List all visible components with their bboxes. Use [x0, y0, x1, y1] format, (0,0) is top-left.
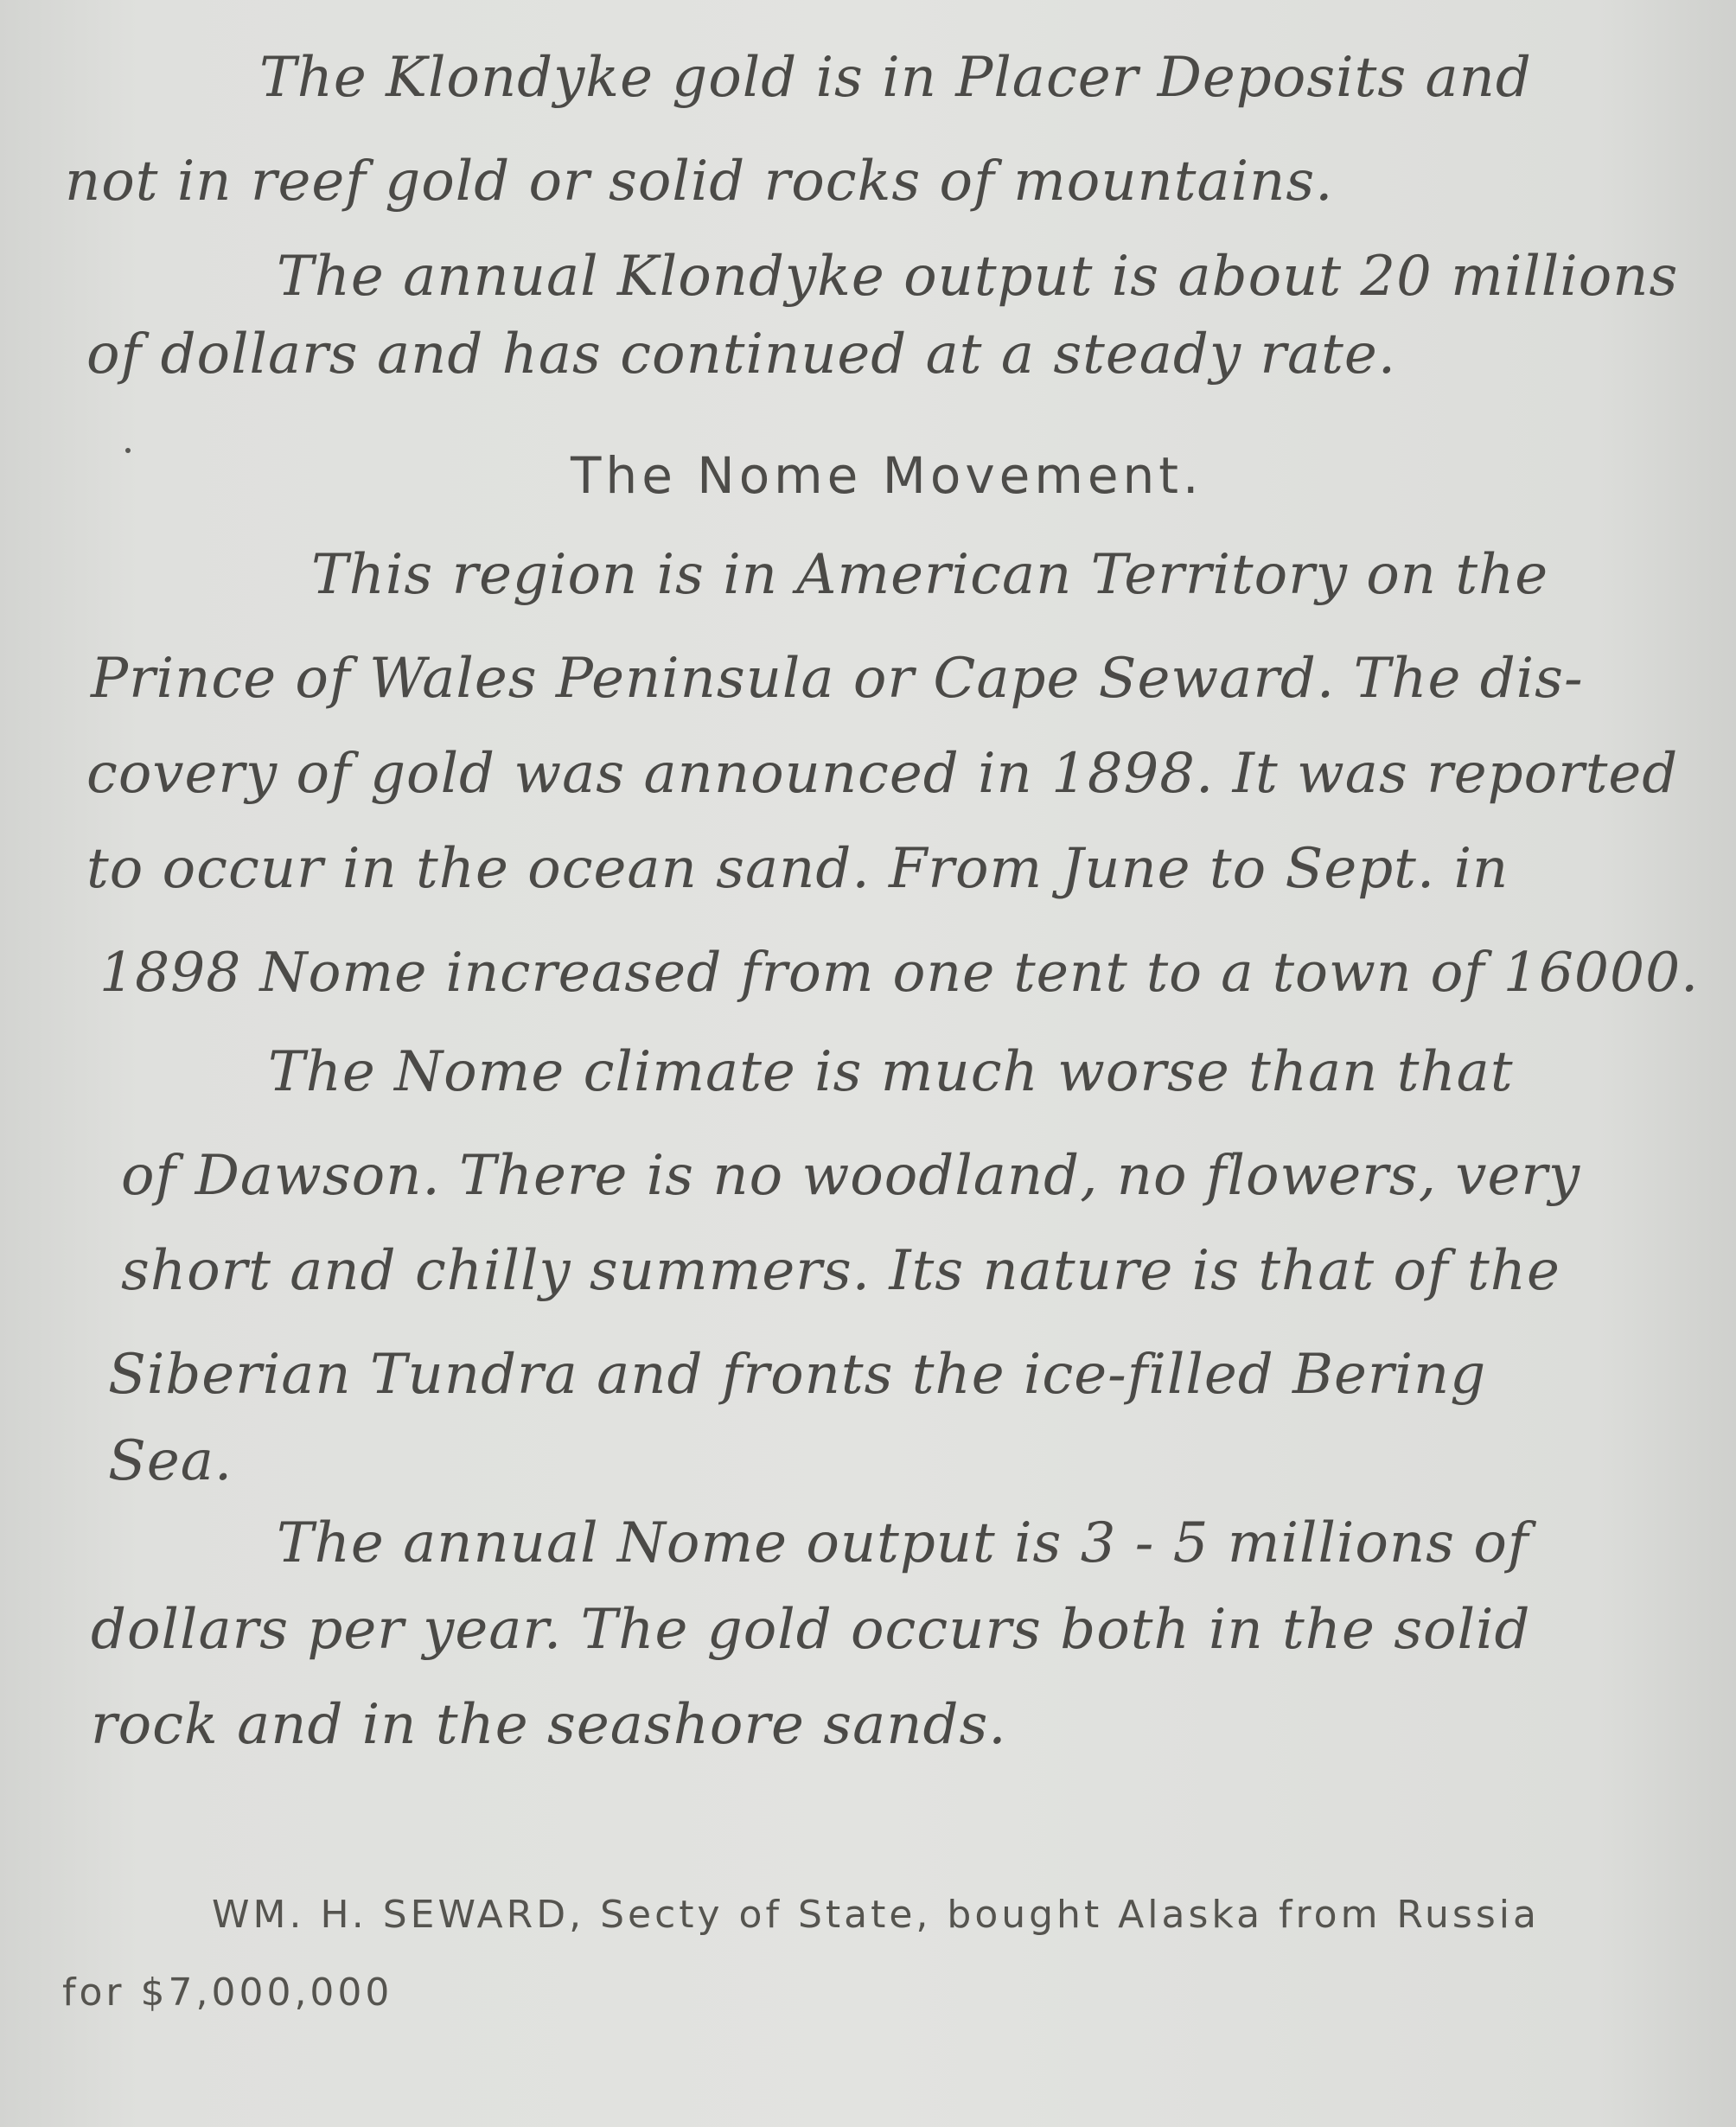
- text-line-15: Sea.: [108, 1429, 233, 1493]
- text-line-8: covery of gold was announced in 1898. It was reported: [86, 742, 1679, 806]
- text-line-17: dollars per year. The gold occurs both in the solid: [91, 1598, 1531, 1662]
- text-line-13: short and chilly summers. Its nature is that of the: [121, 1239, 1560, 1303]
- text-line-12: of Dawson. There is no woodland, no flowers, very: [121, 1144, 1581, 1208]
- text-line-2: not in reef gold or solid rocks of mountains.: [65, 150, 1334, 214]
- text-line-3: The annual Klondyke output is about 20 millions: [277, 245, 1679, 309]
- ink-dot: [125, 448, 131, 453]
- text-line-11: The Nome climate is much worse than that: [268, 1040, 1514, 1104]
- text-line-4: of dollars and has continued at a steady rate.: [86, 323, 1397, 386]
- section-heading-nome-movement: The Nome Movement.: [571, 446, 1203, 505]
- text-line-10: 1898 Nome increased from one tent to a town of 16000.: [99, 941, 1700, 1004]
- text-line-14: Siberian Tundra and fronts the ice-filled Bering: [108, 1343, 1487, 1407]
- text-line-9: to occur in the ocean sand. From June to Sept. in: [86, 837, 1509, 901]
- seward-note-line-2: for $7,000,000: [62, 1971, 393, 2015]
- text-line-6: This region is in American Territory on the: [311, 543, 1549, 607]
- text-line-16: The annual Nome output is 3 - 5 millions of: [277, 1511, 1529, 1575]
- text-line-7: Prince of Wales Peninsula or Cape Seward. The dis-: [91, 647, 1584, 711]
- text-line-18: rock and in the seashore sands.: [91, 1693, 1007, 1757]
- seward-note-line-1: WM. H. SEWARD, Secty of State, bought Alaska from Russia: [212, 1893, 1540, 1937]
- text-line-1: The Klondyke gold is in Placer Deposits and: [259, 46, 1532, 110]
